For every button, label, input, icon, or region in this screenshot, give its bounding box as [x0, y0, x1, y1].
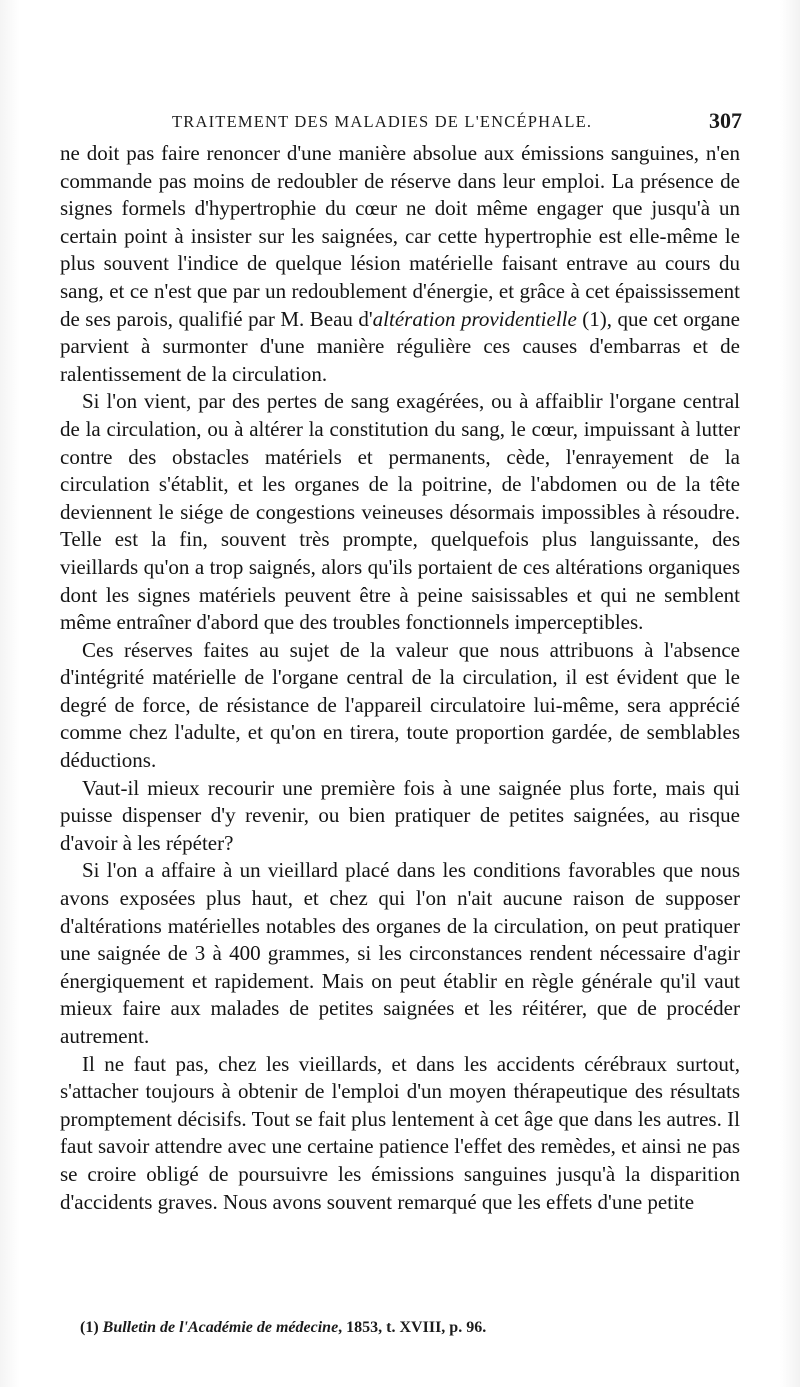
paragraph-4: Vaut-il mieux recourir une première fois à une saignée plus forte, mais qui puisse dispenser d'y revenir, ou bien pratiquer de petites saignées, au risque d'avoir à les répéter?	[60, 775, 740, 855]
paragraph-2: Si l'on vient, par des pertes de sang exagérées, ou à affaiblir l'organe central de la circulation, ou à altérer la constitution du sang, le cœur, impuissant à lutter contre des obstacles matériels et permanents, cède, l'enrayement de la circulation s'établit, et les organes de la poitrine, de l'abdomen ou de la tête deviennent le siége de congestions veineuses désormais impossibles à résoudre. Telle est la fin, souvent très prompte, quelquefois plus languissante, des vieillards qu'on a trop saignés, alors qu'ils portaient de ces altérations organiques dont les signes matériels peuvent être à peine saisissables et qui ne semblent même entraîner d'abord que des troubles fonctionnels imperceptibles.	[60, 389, 740, 635]
footnote	[60, 1318, 740, 1338]
paragraph-5: Si l'on a affaire à un vieillard placé dans les conditions favorables que nous avons exposées plus haut, et chez qui l'on n'ait aucune raison de supposer d'altérations matérielles notables des organes de la circulation, on peut pratiquer une saignée de 3 à 400 grammes, si les circonstances rendent nécessaire d'agir énergiquement et rapidement. Mais on peut établir en règle générale qu'il vaut mieux faire aux malades de petites saignées et les réitérer, que de procéder autrement.	[60, 858, 740, 1048]
paragraph-3: Ces réserves faites au sujet de la valeur que nous attribuons à l'absence d'intégrité matérielle de l'organe central de la circulation, il est évident que le degré de force, de résistance de l'appareil circulatoire lui-même, sera apprécié comme chez l'adulte, et qu'on en tirera, toute proportion gardée, de semblables déductions.	[60, 637, 740, 773]
page-number: 307	[709, 108, 742, 133]
paragraph-6: Il ne faut pas, chez les vieillards, et dans les accidents cérébraux surtout, s'attacher toujours à obtenir de l'emploi d'un moyen thérapeutique des résultats promptement décisifs. Tout se fait plus lentement à cet âge que dans les autres. Il faut savoir attendre avec une certaine patience l'effet des remèdes, et ainsi ne pas se croire obligé de poursuivre les émissions sanguines jusqu'à la disparition d'accidents graves. Nous avons souvent remarqué que les effets d'une petite	[60, 1051, 740, 1214]
running-title: TRAITEMENT DES MALADIES DE L'ENCÉPHALE.	[172, 112, 593, 131]
body-text	[60, 140, 740, 1216]
paragraph-1-italic-term: altération providentielle	[372, 306, 577, 331]
paragraph-1-text-b: (1), que cet organe parvient à surmonter d'une manière régulière ces causes d'embarras et de ralentissement de la circulation.	[60, 306, 740, 386]
paragraph-1	[60, 140, 740, 388]
footnote-citation: , 1853, t. XVIII, p. 96.	[338, 1319, 487, 1336]
paragraph-1-text-a: ne doit pas faire renoncer d'une manière absolue aux émissions sanguines, n'en commande pas moins de redoubler de réserve dans leur emploi. La présence de signes formels d'hypertrophie du cœur ne doit même engager que jusqu'à un certain point à insister sur les saignées, car cette hypertrophie est elle-même le plus souvent l'indice de quelque lésion matérielle faisant entrave au cours du sang, et ce n'est que par un redoublement d'énergie, et grâce à cet épaississement de ses parois, qualifié par M. Beau d'	[60, 141, 740, 331]
running-header	[62, 108, 742, 136]
footnote-title: Bulletin de l'Académie de médecine	[102, 1319, 339, 1336]
footnote-number: (1)	[80, 1319, 99, 1336]
